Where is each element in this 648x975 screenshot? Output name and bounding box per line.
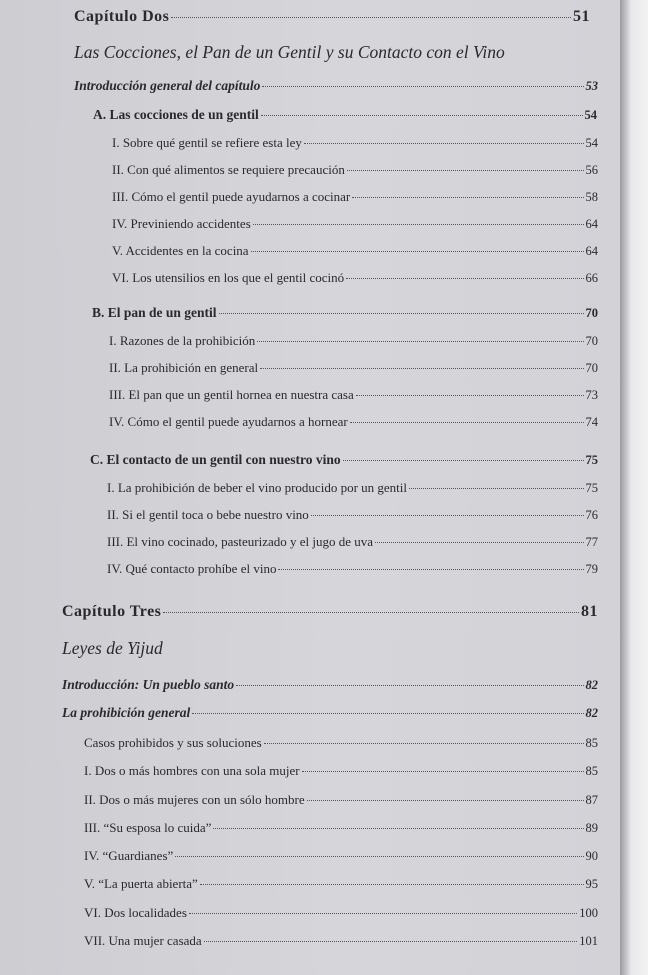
dot-leader	[304, 143, 584, 144]
toc-entry	[109, 414, 598, 430]
dot-leader	[175, 856, 583, 857]
entry-page: 58	[585, 190, 598, 204]
dot-leader	[356, 395, 584, 396]
toc-entry	[84, 735, 598, 751]
entry-text: II. Con qué alimentos se requiere precaución	[112, 162, 345, 177]
entry-page: 54	[584, 108, 597, 122]
toc-section	[90, 452, 598, 468]
dot-leader	[213, 828, 583, 829]
toc-entry	[112, 162, 598, 178]
entry-text: VI. Los utensilios en los que el gentil cocinó	[112, 270, 345, 285]
chapter-subtitle: Leyes de Yijud	[62, 638, 163, 658]
entry-page: 75	[585, 481, 598, 495]
entry-page: 85	[585, 764, 598, 778]
entry-text: La prohibición general	[62, 705, 191, 720]
entry-page: 73	[585, 388, 598, 402]
entry-text: VII. Una mujer casada	[84, 933, 202, 948]
entry-page: 56	[585, 163, 598, 177]
toc-entry	[107, 561, 598, 577]
toc-entry	[109, 360, 598, 376]
dot-leader	[375, 542, 583, 543]
toc-entry	[84, 763, 598, 779]
entry-page: 87	[585, 793, 598, 807]
toc-entry	[112, 243, 598, 259]
entry-text: V. Accidentes en la cocina	[112, 243, 249, 258]
entry-text: V. “La puerta abierta”	[84, 876, 198, 891]
entry-text: Introducción general del capítulo	[74, 78, 261, 93]
toc-entry	[109, 333, 598, 349]
entry-page: 85	[585, 736, 598, 750]
entry-text: VI. Dos localidades	[84, 905, 187, 920]
dot-leader	[192, 713, 583, 714]
toc-section	[92, 305, 598, 321]
entry-page: 76	[585, 508, 598, 522]
dot-leader	[343, 460, 584, 461]
toc-entry	[112, 135, 598, 151]
dot-leader	[278, 569, 583, 570]
entry-text: IV. Cómo el gentil puede ayudarnos a hornear	[109, 414, 348, 429]
toc-entry	[84, 820, 598, 836]
toc-entry	[62, 705, 598, 721]
dot-leader	[409, 488, 583, 489]
chapter-heading	[62, 603, 598, 621]
toc-entry	[84, 905, 598, 921]
entry-page: 53	[585, 79, 598, 93]
dot-leader	[189, 913, 577, 914]
entry-text: I. Sobre qué gentil se refiere esta ley	[112, 135, 302, 150]
dot-leader	[260, 368, 583, 369]
dot-leader	[236, 685, 583, 686]
dot-leader	[346, 278, 583, 279]
entry-page: 82	[585, 678, 598, 692]
toc-entry	[112, 189, 598, 205]
dot-leader	[307, 800, 584, 801]
chapter-title: Capítulo Tres	[62, 603, 162, 620]
entry-page: 77	[585, 535, 598, 549]
entry-page: 64	[585, 244, 598, 258]
entry-text: I. Razones de la prohibición	[109, 333, 256, 348]
entry-text: I. La prohibición de beber el vino producido por un gentil	[107, 480, 408, 495]
entry-page: 101	[579, 934, 598, 948]
entry-page: 89	[585, 821, 598, 835]
dot-leader	[219, 313, 584, 314]
entry-text: Introducción: Un pueblo santo	[62, 677, 235, 692]
toc-entry	[107, 507, 598, 523]
toc-entry	[107, 534, 598, 550]
entry-page: 70	[585, 306, 598, 320]
dot-leader	[264, 743, 584, 744]
chapter-subtitle: Las Cocciones, el Pan de un Gentil y su Contacto con el Vino	[74, 42, 505, 62]
dot-leader	[253, 224, 584, 225]
toc-entry	[84, 848, 598, 864]
chapter-title: Capítulo Dos	[74, 8, 170, 25]
entry-text: IV. Previniendo accidentes	[112, 216, 251, 231]
dot-leader	[261, 115, 583, 116]
dot-leader	[251, 251, 584, 252]
entry-text: Casos prohibidos y sus soluciones	[84, 735, 262, 750]
toc-entry	[84, 792, 598, 808]
entry-text: II. Dos o más mujeres con un sólo hombre	[84, 792, 305, 807]
dot-leader	[262, 86, 583, 87]
dot-leader	[257, 341, 583, 342]
entry-text: III. “Su esposa lo cuida”	[84, 820, 212, 835]
entry-text: IV. “Guardianes”	[84, 848, 174, 863]
entry-text: A. Las cocciones de un gentil	[93, 107, 259, 122]
entry-page: 95	[585, 877, 598, 891]
entry-text: III. El vino cocinado, pasteurizado y el jugo de uva	[107, 534, 374, 549]
entry-page: 100	[579, 906, 598, 920]
entry-page: 74	[585, 415, 598, 429]
toc-entry	[62, 677, 598, 693]
dot-leader	[163, 612, 579, 613]
toc-entry	[109, 387, 598, 403]
entry-page: 79	[585, 562, 598, 576]
entry-text: IV. Qué contacto prohíbe el vino	[107, 561, 277, 576]
entry-text: II. La prohibición en general	[109, 360, 259, 375]
entry-text: I. Dos o más hombres con una sola mujer	[84, 763, 300, 778]
entry-page: 66	[585, 271, 598, 285]
dot-leader	[347, 170, 584, 171]
dot-leader	[352, 197, 583, 198]
toc-entry	[84, 876, 598, 892]
dot-leader	[204, 941, 578, 942]
entry-text: III. Cómo el gentil puede ayudarnos a cocinar	[112, 189, 351, 204]
entry-text: C. El contacto de un gentil con nuestro vino	[90, 452, 341, 467]
entry-page: 70	[585, 361, 598, 375]
entry-text: III. El pan que un gentil hornea en nuestra casa	[109, 387, 354, 402]
entry-page: 64	[585, 217, 598, 231]
toc-entry	[84, 933, 598, 949]
dot-leader	[350, 422, 584, 423]
toc-section	[93, 107, 597, 123]
toc-entry	[107, 480, 598, 496]
page-number: 51	[573, 8, 590, 25]
page-edge	[620, 0, 648, 975]
page-number: 81	[581, 603, 598, 620]
entry-page: 54	[585, 136, 598, 150]
toc-entry	[112, 270, 598, 286]
entry-page: 82	[585, 706, 598, 720]
dot-leader	[302, 771, 584, 772]
entry-page: 75	[585, 453, 598, 467]
toc-entry	[112, 216, 598, 232]
entry-text: B. El pan de un gentil	[92, 305, 217, 320]
chapter-heading	[74, 8, 590, 26]
entry-page: 70	[585, 334, 598, 348]
dot-leader	[171, 17, 571, 18]
dot-leader	[200, 884, 584, 885]
dot-leader	[311, 515, 584, 516]
entry-text: II. Si el gentil toca o bebe nuestro vino	[107, 507, 309, 522]
toc-entry	[74, 78, 598, 94]
entry-page: 90	[585, 849, 598, 863]
